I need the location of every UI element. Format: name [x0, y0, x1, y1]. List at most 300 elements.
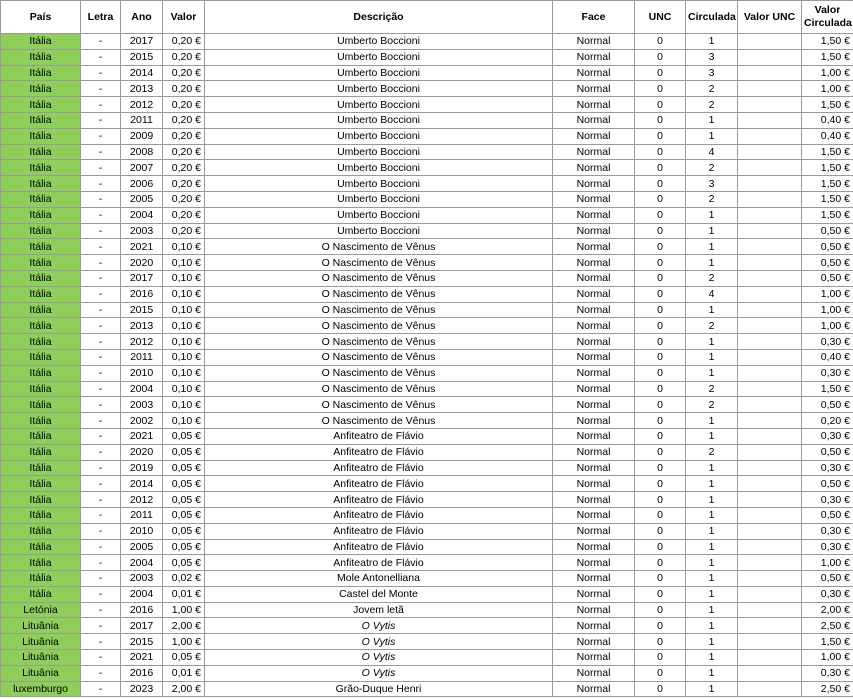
cell-unc[interactable]: 0: [635, 476, 686, 492]
cell-valor-unc[interactable]: [738, 302, 802, 318]
cell-valor-unc[interactable]: [738, 492, 802, 508]
cell-pais[interactable]: Lituânia: [1, 665, 81, 681]
cell-valor[interactable]: 0,20 €: [163, 176, 205, 192]
cell-circulada[interactable]: 2: [686, 381, 738, 397]
cell-valor-circulada[interactable]: 0,30 €: [802, 428, 853, 444]
cell-unc[interactable]: 0: [635, 97, 686, 113]
cell-valor-unc[interactable]: [738, 523, 802, 539]
cell-face[interactable]: Normal: [553, 555, 635, 571]
cell-ano[interactable]: 2003: [121, 397, 163, 413]
cell-circulada[interactable]: 1: [686, 334, 738, 350]
cell-descricao[interactable]: Umberto Boccioni: [205, 176, 553, 192]
cell-circulada[interactable]: 4: [686, 144, 738, 160]
cell-letra[interactable]: -: [81, 49, 121, 65]
cell-face[interactable]: Normal: [553, 239, 635, 255]
cell-valor[interactable]: 0,05 €: [163, 523, 205, 539]
cell-circulada[interactable]: 2: [686, 444, 738, 460]
cell-valor-unc[interactable]: [738, 286, 802, 302]
cell-descricao[interactable]: Anfiteatro de Flávio: [205, 492, 553, 508]
cell-ano[interactable]: 2013: [121, 318, 163, 334]
cell-valor[interactable]: 0,10 €: [163, 397, 205, 413]
cell-face[interactable]: Normal: [553, 681, 635, 697]
cell-pais[interactable]: Itália: [1, 444, 81, 460]
cell-face[interactable]: Normal: [553, 65, 635, 81]
cell-ano[interactable]: 2021: [121, 650, 163, 666]
cell-unc[interactable]: 0: [635, 681, 686, 697]
cell-pais[interactable]: Itália: [1, 223, 81, 239]
cell-letra[interactable]: -: [81, 318, 121, 334]
cell-valor-circulada[interactable]: 0,30 €: [802, 539, 853, 555]
cell-descricao[interactable]: O Nascimento de Vênus: [205, 302, 553, 318]
cell-letra[interactable]: -: [81, 365, 121, 381]
cell-valor[interactable]: 0,20 €: [163, 191, 205, 207]
cell-valor-unc[interactable]: [738, 34, 802, 50]
cell-face[interactable]: Normal: [553, 397, 635, 413]
cell-letra[interactable]: -: [81, 681, 121, 697]
cell-unc[interactable]: 0: [635, 191, 686, 207]
cell-descricao[interactable]: O Vytis: [205, 650, 553, 666]
cell-descricao[interactable]: O Nascimento de Vênus: [205, 349, 553, 365]
cell-unc[interactable]: 0: [635, 176, 686, 192]
cell-letra[interactable]: -: [81, 618, 121, 634]
cell-circulada[interactable]: 2: [686, 81, 738, 97]
cell-valor-circulada[interactable]: 0,50 €: [802, 571, 853, 587]
cell-valor[interactable]: 0,20 €: [163, 223, 205, 239]
cell-descricao[interactable]: Umberto Boccioni: [205, 223, 553, 239]
cell-valor-unc[interactable]: [738, 223, 802, 239]
cell-pais[interactable]: Itália: [1, 34, 81, 50]
cell-ano[interactable]: 2007: [121, 160, 163, 176]
cell-ano[interactable]: 2003: [121, 571, 163, 587]
cell-circulada[interactable]: 2: [686, 160, 738, 176]
cell-valor-circulada[interactable]: 2,50 €: [802, 681, 853, 697]
cell-letra[interactable]: -: [81, 571, 121, 587]
cell-descricao[interactable]: Grão-Duque Henri: [205, 681, 553, 697]
cell-letra[interactable]: -: [81, 602, 121, 618]
cell-valor[interactable]: 0,05 €: [163, 650, 205, 666]
cell-descricao[interactable]: Anfiteatro de Flávio: [205, 539, 553, 555]
cell-valor[interactable]: 0,20 €: [163, 34, 205, 50]
cell-circulada[interactable]: 1: [686, 523, 738, 539]
cell-descricao[interactable]: O Vytis: [205, 634, 553, 650]
cell-ano[interactable]: 2004: [121, 555, 163, 571]
cell-valor-circulada[interactable]: 0,40 €: [802, 349, 853, 365]
cell-valor-circulada[interactable]: 0,30 €: [802, 665, 853, 681]
cell-valor-unc[interactable]: [738, 49, 802, 65]
cell-face[interactable]: Normal: [553, 112, 635, 128]
cell-circulada[interactable]: 1: [686, 507, 738, 523]
cell-valor-unc[interactable]: [738, 444, 802, 460]
cell-face[interactable]: Normal: [553, 286, 635, 302]
cell-valor-circulada[interactable]: 0,50 €: [802, 476, 853, 492]
cell-pais[interactable]: Itália: [1, 239, 81, 255]
cell-circulada[interactable]: 3: [686, 176, 738, 192]
cell-valor-circulada[interactable]: 0,20 €: [802, 413, 853, 429]
cell-valor-circulada[interactable]: 1,50 €: [802, 176, 853, 192]
cell-unc[interactable]: 0: [635, 618, 686, 634]
cell-valor-unc[interactable]: [738, 397, 802, 413]
cell-letra[interactable]: -: [81, 34, 121, 50]
cell-unc[interactable]: 0: [635, 318, 686, 334]
cell-valor-unc[interactable]: [738, 65, 802, 81]
cell-letra[interactable]: -: [81, 523, 121, 539]
cell-unc[interactable]: 0: [635, 571, 686, 587]
cell-face[interactable]: Normal: [553, 665, 635, 681]
cell-letra[interactable]: -: [81, 239, 121, 255]
cell-valor-circulada[interactable]: 0,50 €: [802, 239, 853, 255]
cell-pais[interactable]: Itália: [1, 381, 81, 397]
cell-descricao[interactable]: O Nascimento de Vênus: [205, 270, 553, 286]
cell-valor-unc[interactable]: [738, 602, 802, 618]
cell-valor[interactable]: 0,20 €: [163, 97, 205, 113]
cell-letra[interactable]: -: [81, 128, 121, 144]
cell-face[interactable]: Normal: [553, 444, 635, 460]
cell-ano[interactable]: 2011: [121, 349, 163, 365]
cell-pais[interactable]: luxemburgo: [1, 681, 81, 697]
cell-ano[interactable]: 2016: [121, 602, 163, 618]
cell-valor-unc[interactable]: [738, 413, 802, 429]
cell-valor[interactable]: 0,10 €: [163, 381, 205, 397]
cell-descricao[interactable]: O Nascimento de Vênus: [205, 255, 553, 271]
cell-valor-circulada[interactable]: 0,40 €: [802, 112, 853, 128]
cell-circulada[interactable]: 4: [686, 286, 738, 302]
cell-letra[interactable]: -: [81, 413, 121, 429]
cell-circulada[interactable]: 1: [686, 665, 738, 681]
cell-letra[interactable]: -: [81, 302, 121, 318]
cell-pais[interactable]: Itália: [1, 507, 81, 523]
cell-descricao[interactable]: Umberto Boccioni: [205, 207, 553, 223]
cell-valor-unc[interactable]: [738, 381, 802, 397]
cell-circulada[interactable]: 1: [686, 634, 738, 650]
cell-unc[interactable]: 0: [635, 650, 686, 666]
cell-face[interactable]: Normal: [553, 191, 635, 207]
cell-letra[interactable]: -: [81, 476, 121, 492]
cell-unc[interactable]: 0: [635, 255, 686, 271]
cell-descricao[interactable]: O Nascimento de Vênus: [205, 365, 553, 381]
cell-descricao[interactable]: Anfiteatro de Flávio: [205, 444, 553, 460]
cell-valor-circulada[interactable]: 1,50 €: [802, 160, 853, 176]
cell-valor[interactable]: 0,20 €: [163, 112, 205, 128]
cell-pais[interactable]: Lituânia: [1, 618, 81, 634]
cell-valor-unc[interactable]: [738, 144, 802, 160]
cell-pais[interactable]: Itália: [1, 302, 81, 318]
cell-valor-unc[interactable]: [738, 112, 802, 128]
cell-face[interactable]: Normal: [553, 81, 635, 97]
cell-circulada[interactable]: 2: [686, 270, 738, 286]
header-valor[interactable]: Valor: [163, 1, 205, 34]
cell-face[interactable]: Normal: [553, 381, 635, 397]
cell-letra[interactable]: -: [81, 334, 121, 350]
cell-letra[interactable]: -: [81, 270, 121, 286]
cell-valor-circulada[interactable]: 1,50 €: [802, 191, 853, 207]
cell-valor-circulada[interactable]: 1,00 €: [802, 302, 853, 318]
cell-letra[interactable]: -: [81, 144, 121, 160]
cell-valor-circulada[interactable]: 0,50 €: [802, 255, 853, 271]
cell-valor[interactable]: 0,05 €: [163, 507, 205, 523]
cell-letra[interactable]: -: [81, 286, 121, 302]
cell-pais[interactable]: Lituânia: [1, 650, 81, 666]
cell-face[interactable]: Normal: [553, 650, 635, 666]
cell-letra[interactable]: -: [81, 460, 121, 476]
cell-ano[interactable]: 2010: [121, 365, 163, 381]
cell-unc[interactable]: 0: [635, 349, 686, 365]
cell-valor-unc[interactable]: [738, 586, 802, 602]
cell-valor[interactable]: 0,20 €: [163, 128, 205, 144]
cell-valor-unc[interactable]: [738, 507, 802, 523]
cell-face[interactable]: Normal: [553, 207, 635, 223]
cell-ano[interactable]: 2021: [121, 239, 163, 255]
cell-circulada[interactable]: 1: [686, 460, 738, 476]
cell-pais[interactable]: Itália: [1, 492, 81, 508]
header-ano[interactable]: Ano: [121, 1, 163, 34]
cell-unc[interactable]: 0: [635, 365, 686, 381]
cell-pais[interactable]: Itália: [1, 539, 81, 555]
cell-pais[interactable]: Itália: [1, 176, 81, 192]
cell-ano[interactable]: 2003: [121, 223, 163, 239]
cell-ano[interactable]: 2010: [121, 523, 163, 539]
cell-valor-unc[interactable]: [738, 365, 802, 381]
cell-valor[interactable]: 0,01 €: [163, 665, 205, 681]
cell-valor-unc[interactable]: [738, 428, 802, 444]
cell-circulada[interactable]: 1: [686, 681, 738, 697]
cell-valor-circulada[interactable]: 1,50 €: [802, 144, 853, 160]
cell-descricao[interactable]: O Nascimento de Vênus: [205, 397, 553, 413]
cell-valor-circulada[interactable]: 1,50 €: [802, 207, 853, 223]
cell-valor-unc[interactable]: [738, 349, 802, 365]
cell-unc[interactable]: 0: [635, 634, 686, 650]
cell-unc[interactable]: 0: [635, 586, 686, 602]
cell-valor-unc[interactable]: [738, 255, 802, 271]
cell-circulada[interactable]: 1: [686, 128, 738, 144]
cell-valor[interactable]: 0,10 €: [163, 365, 205, 381]
cell-descricao[interactable]: Anfiteatro de Flávio: [205, 555, 553, 571]
cell-valor-circulada[interactable]: 0,30 €: [802, 492, 853, 508]
cell-ano[interactable]: 2012: [121, 97, 163, 113]
cell-unc[interactable]: 0: [635, 492, 686, 508]
cell-letra[interactable]: -: [81, 428, 121, 444]
cell-circulada[interactable]: 1: [686, 223, 738, 239]
cell-valor-circulada[interactable]: 1,50 €: [802, 97, 853, 113]
cell-valor[interactable]: 0,05 €: [163, 444, 205, 460]
cell-face[interactable]: Normal: [553, 618, 635, 634]
cell-pais[interactable]: Lituânia: [1, 634, 81, 650]
cell-ano[interactable]: 2009: [121, 128, 163, 144]
cell-valor[interactable]: 2,00 €: [163, 618, 205, 634]
cell-valor-circulada[interactable]: 0,30 €: [802, 523, 853, 539]
cell-valor-unc[interactable]: [738, 571, 802, 587]
cell-unc[interactable]: 0: [635, 128, 686, 144]
cell-ano[interactable]: 2020: [121, 255, 163, 271]
cell-valor-unc[interactable]: [738, 81, 802, 97]
cell-face[interactable]: Normal: [553, 49, 635, 65]
cell-descricao[interactable]: O Nascimento de Vênus: [205, 239, 553, 255]
cell-face[interactable]: Normal: [553, 176, 635, 192]
cell-unc[interactable]: 0: [635, 286, 686, 302]
cell-ano[interactable]: 2005: [121, 539, 163, 555]
cell-ano[interactable]: 2021: [121, 428, 163, 444]
cell-descricao[interactable]: Umberto Boccioni: [205, 160, 553, 176]
cell-valor-unc[interactable]: [738, 539, 802, 555]
cell-valor-circulada[interactable]: 0,50 €: [802, 507, 853, 523]
cell-valor-unc[interactable]: [738, 207, 802, 223]
cell-valor-circulada[interactable]: 1,00 €: [802, 318, 853, 334]
cell-valor-unc[interactable]: [738, 681, 802, 697]
cell-valor-circulada[interactable]: 0,30 €: [802, 586, 853, 602]
cell-ano[interactable]: 2011: [121, 507, 163, 523]
cell-face[interactable]: Normal: [553, 144, 635, 160]
cell-valor[interactable]: 0,10 €: [163, 302, 205, 318]
cell-letra[interactable]: -: [81, 444, 121, 460]
cell-pais[interactable]: Itália: [1, 555, 81, 571]
cell-face[interactable]: Normal: [553, 34, 635, 50]
header-pais[interactable]: País: [1, 1, 81, 34]
cell-valor[interactable]: 1,00 €: [163, 634, 205, 650]
cell-ano[interactable]: 2015: [121, 302, 163, 318]
cell-unc[interactable]: 0: [635, 428, 686, 444]
cell-circulada[interactable]: 1: [686, 239, 738, 255]
cell-ano[interactable]: 2004: [121, 381, 163, 397]
cell-pais[interactable]: Itália: [1, 255, 81, 271]
cell-valor[interactable]: 0,20 €: [163, 81, 205, 97]
cell-valor-circulada[interactable]: 1,50 €: [802, 49, 853, 65]
cell-letra[interactable]: -: [81, 555, 121, 571]
cell-unc[interactable]: 0: [635, 460, 686, 476]
cell-ano[interactable]: 2012: [121, 492, 163, 508]
cell-valor-unc[interactable]: [738, 334, 802, 350]
cell-letra[interactable]: -: [81, 160, 121, 176]
cell-circulada[interactable]: 2: [686, 318, 738, 334]
cell-circulada[interactable]: 1: [686, 618, 738, 634]
cell-valor[interactable]: 0,10 €: [163, 286, 205, 302]
cell-circulada[interactable]: 1: [686, 112, 738, 128]
cell-unc[interactable]: 0: [635, 223, 686, 239]
cell-letra[interactable]: -: [81, 176, 121, 192]
cell-descricao[interactable]: O Vytis: [205, 665, 553, 681]
cell-pais[interactable]: Itália: [1, 413, 81, 429]
cell-valor[interactable]: 0,10 €: [163, 334, 205, 350]
cell-pais[interactable]: Itália: [1, 318, 81, 334]
cell-letra[interactable]: -: [81, 207, 121, 223]
cell-circulada[interactable]: 1: [686, 602, 738, 618]
cell-face[interactable]: Normal: [553, 318, 635, 334]
cell-face[interactable]: Normal: [553, 539, 635, 555]
cell-face[interactable]: Normal: [553, 413, 635, 429]
cell-valor-unc[interactable]: [738, 634, 802, 650]
cell-valor-unc[interactable]: [738, 665, 802, 681]
cell-face[interactable]: Normal: [553, 476, 635, 492]
cell-unc[interactable]: 0: [635, 602, 686, 618]
cell-ano[interactable]: 2023: [121, 681, 163, 697]
cell-valor-circulada[interactable]: 0,30 €: [802, 334, 853, 350]
cell-letra[interactable]: -: [81, 349, 121, 365]
cell-face[interactable]: Normal: [553, 349, 635, 365]
cell-unc[interactable]: 0: [635, 270, 686, 286]
cell-ano[interactable]: 2019: [121, 460, 163, 476]
cell-circulada[interactable]: 2: [686, 191, 738, 207]
cell-valor[interactable]: 0,20 €: [163, 207, 205, 223]
cell-valor[interactable]: 0,10 €: [163, 349, 205, 365]
cell-circulada[interactable]: 1: [686, 302, 738, 318]
cell-valor-unc[interactable]: [738, 555, 802, 571]
cell-pais[interactable]: Itália: [1, 460, 81, 476]
cell-valor[interactable]: 0,10 €: [163, 318, 205, 334]
cell-valor-unc[interactable]: [738, 191, 802, 207]
cell-valor-circulada[interactable]: 1,50 €: [802, 381, 853, 397]
cell-pais[interactable]: Itália: [1, 191, 81, 207]
cell-ano[interactable]: 2008: [121, 144, 163, 160]
cell-unc[interactable]: 0: [635, 302, 686, 318]
cell-descricao[interactable]: Umberto Boccioni: [205, 191, 553, 207]
cell-face[interactable]: Normal: [553, 634, 635, 650]
cell-unc[interactable]: 0: [635, 397, 686, 413]
cell-valor-unc[interactable]: [738, 160, 802, 176]
cell-letra[interactable]: -: [81, 381, 121, 397]
cell-descricao[interactable]: Umberto Boccioni: [205, 81, 553, 97]
cell-face[interactable]: Normal: [553, 255, 635, 271]
cell-valor-circulada[interactable]: 1,00 €: [802, 65, 853, 81]
cell-valor-circulada[interactable]: 1,00 €: [802, 81, 853, 97]
cell-circulada[interactable]: 3: [686, 65, 738, 81]
cell-valor[interactable]: 0,10 €: [163, 255, 205, 271]
cell-descricao[interactable]: O Nascimento de Vênus: [205, 318, 553, 334]
cell-face[interactable]: Normal: [553, 223, 635, 239]
cell-pais[interactable]: Itália: [1, 112, 81, 128]
cell-face[interactable]: Normal: [553, 428, 635, 444]
cell-descricao[interactable]: Umberto Boccioni: [205, 34, 553, 50]
cell-valor[interactable]: 0,05 €: [163, 539, 205, 555]
cell-valor-unc[interactable]: [738, 650, 802, 666]
cell-valor-circulada[interactable]: 2,50 €: [802, 618, 853, 634]
cell-letra[interactable]: -: [81, 650, 121, 666]
cell-valor[interactable]: 0,02 €: [163, 571, 205, 587]
cell-descricao[interactable]: Umberto Boccioni: [205, 97, 553, 113]
cell-valor[interactable]: 0,20 €: [163, 65, 205, 81]
cell-unc[interactable]: 0: [635, 34, 686, 50]
cell-letra[interactable]: -: [81, 97, 121, 113]
cell-face[interactable]: Normal: [553, 586, 635, 602]
cell-unc[interactable]: 0: [635, 334, 686, 350]
cell-valor[interactable]: 0,20 €: [163, 160, 205, 176]
cell-valor-unc[interactable]: [738, 476, 802, 492]
cell-letra[interactable]: -: [81, 65, 121, 81]
cell-pais[interactable]: Itália: [1, 586, 81, 602]
cell-unc[interactable]: 0: [635, 144, 686, 160]
header-valor-unc[interactable]: Valor UNC: [738, 1, 802, 34]
cell-face[interactable]: Normal: [553, 602, 635, 618]
cell-circulada[interactable]: 2: [686, 397, 738, 413]
cell-pais[interactable]: Itália: [1, 334, 81, 350]
cell-letra[interactable]: -: [81, 255, 121, 271]
cell-ano[interactable]: 2005: [121, 191, 163, 207]
cell-unc[interactable]: 0: [635, 81, 686, 97]
cell-pais[interactable]: Itália: [1, 476, 81, 492]
cell-face[interactable]: Normal: [553, 302, 635, 318]
cell-circulada[interactable]: 1: [686, 428, 738, 444]
cell-descricao[interactable]: Anfiteatro de Flávio: [205, 460, 553, 476]
cell-valor-circulada[interactable]: 1,00 €: [802, 650, 853, 666]
cell-unc[interactable]: 0: [635, 207, 686, 223]
cell-valor-unc[interactable]: [738, 460, 802, 476]
cell-valor[interactable]: 0,05 €: [163, 476, 205, 492]
cell-valor-circulada[interactable]: 0,40 €: [802, 128, 853, 144]
cell-ano[interactable]: 2014: [121, 65, 163, 81]
cell-pais[interactable]: Itália: [1, 270, 81, 286]
cell-valor-circulada[interactable]: 0,50 €: [802, 223, 853, 239]
cell-face[interactable]: Normal: [553, 571, 635, 587]
cell-circulada[interactable]: 1: [686, 255, 738, 271]
cell-unc[interactable]: 0: [635, 523, 686, 539]
cell-face[interactable]: Normal: [553, 270, 635, 286]
